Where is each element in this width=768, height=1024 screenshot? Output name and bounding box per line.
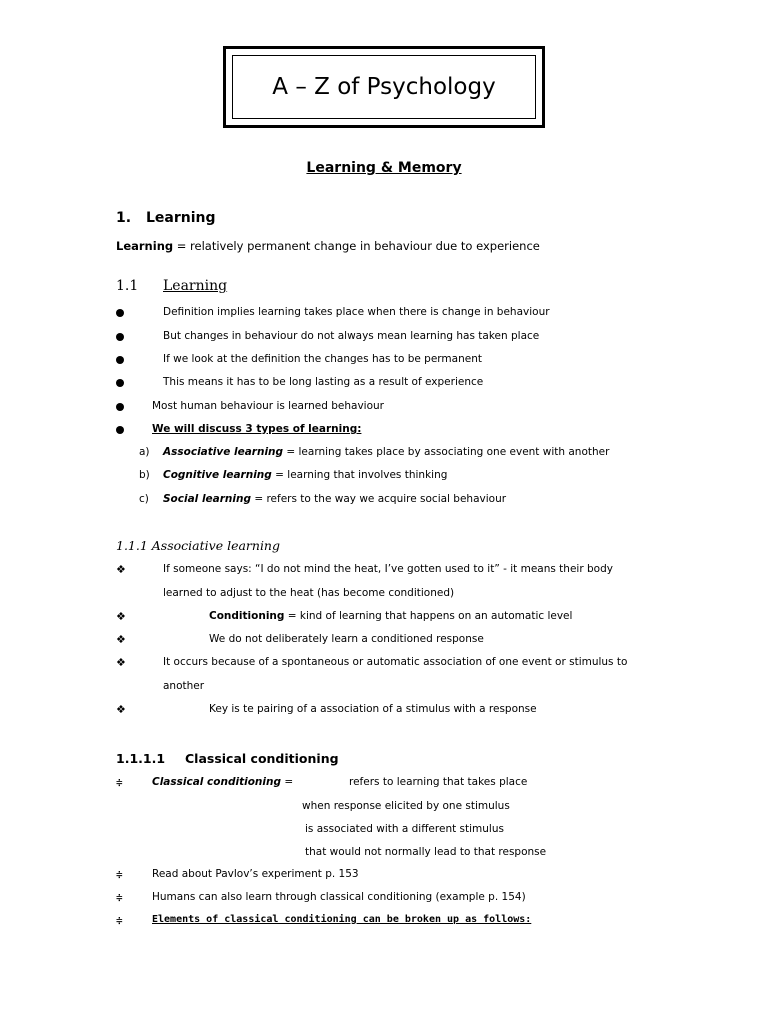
classical-conditioning-term-line <box>152 776 293 788</box>
bullet-icon <box>116 356 124 364</box>
document-title: A – Z of Psychology <box>272 74 496 100</box>
type-letter-a: a) <box>139 446 150 458</box>
bullet-icon <box>116 333 124 341</box>
social-learning-term: Social learning <box>163 493 251 505</box>
list-item-emphasis: Elements of classical conditioning can be broken up as follows: <box>152 914 532 925</box>
type-letter-b: b) <box>139 469 150 481</box>
diamond-bullet-icon: ❖ <box>116 610 126 623</box>
section-1-number: 1. <box>116 210 132 226</box>
cc-definition-line: when response elicited by one stimulus <box>302 800 510 812</box>
list-item: If someone says: “I do not mind the heat, I’ve gotten used to it” - it means their body <box>163 563 613 575</box>
diamond-bullet-icon: ❖ <box>116 563 126 576</box>
type-item-cognitive <box>163 469 447 481</box>
hash-bullet-icon: ≑ <box>116 776 123 789</box>
section-1-1-number: 1.1 <box>116 278 139 294</box>
list-item: But changes in behaviour do not always mean learning has taken place <box>163 330 540 342</box>
associative-learning-text: = learning takes place by associating one event with another <box>283 446 610 458</box>
bullet-icon <box>116 309 124 317</box>
title-box <box>223 46 545 128</box>
learning-definition-text: = relatively permanent change in behaviour due to experience <box>173 239 540 253</box>
list-item: Read about Pavlov’s experiment p. 153 <box>152 868 359 880</box>
list-item-emphasis: We will discuss 3 types of learning: <box>152 423 362 435</box>
list-item-continuation: another <box>163 680 205 692</box>
diamond-bullet-icon: ❖ <box>116 656 126 669</box>
section-1-heading <box>116 210 216 226</box>
diamond-bullet-icon: ❖ <box>116 703 126 716</box>
diamond-bullet-icon: ❖ <box>116 633 126 646</box>
section-1-title: Learning <box>146 210 216 226</box>
conditioning-term: Conditioning <box>209 610 285 622</box>
conditioning-definition <box>209 610 572 622</box>
list-item: Definition implies learning takes place when there is change in behaviour <box>163 306 550 318</box>
list-item: Most human behaviour is learned behaviour <box>152 400 384 412</box>
classical-conditioning-equals: = <box>280 776 294 788</box>
list-item: Humans can also learn through classical conditioning (example p. 154) <box>152 891 526 903</box>
document-subtitle: Learning & Memory <box>306 160 462 176</box>
type-item-associative <box>163 446 609 458</box>
learning-term: Learning <box>116 239 174 253</box>
cc-definition-line: that would not normally lead to that response <box>305 846 547 858</box>
social-learning-text: = refers to the way we acquire social behaviour <box>251 493 507 505</box>
list-item: If we look at the definition the changes has to be permanent <box>163 353 482 365</box>
title-inner-border <box>232 55 536 119</box>
list-item-continuation: learned to adjust to the heat (has become conditioned) <box>163 587 455 599</box>
cc-definition-line: is associated with a different stimulus <box>305 823 504 835</box>
classical-conditioning-term: Classical conditioning <box>152 776 281 788</box>
bullet-icon <box>116 379 124 387</box>
list-item: We do not deliberately learn a conditioned response <box>209 633 484 645</box>
list-item: Key is te pairing of a association of a stimulus with a response <box>209 703 537 715</box>
learning-definition <box>116 239 540 253</box>
type-item-social <box>163 493 506 505</box>
cognitive-learning-term: Cognitive learning <box>163 469 272 481</box>
list-item: This means it has to be long lasting as a result of experience <box>163 376 484 388</box>
associative-learning-term: Associative learning <box>163 446 284 458</box>
bullet-icon <box>116 426 124 434</box>
hash-bullet-icon: ≑ <box>116 914 123 927</box>
section-1-1-1-heading: 1.1.1 Associative learning <box>116 538 280 553</box>
conditioning-text: = kind of learning that happens on an automatic level <box>284 610 573 622</box>
hash-bullet-icon: ≑ <box>116 868 123 881</box>
type-letter-c: c) <box>139 493 149 505</box>
list-item: It occurs because of a spontaneous or automatic association of one event or stimulus to <box>163 656 628 668</box>
section-1-1-title: Learning <box>163 278 228 294</box>
section-1-1-1-1-number: 1.1.1.1 <box>116 751 166 766</box>
section-1-1-1-1-title: Classical conditioning <box>185 751 339 766</box>
bullet-icon <box>116 403 124 411</box>
cognitive-learning-text: = learning that involves thinking <box>271 469 448 481</box>
hash-bullet-icon: ≑ <box>116 891 123 904</box>
cc-definition-line: refers to learning that takes place <box>349 776 528 788</box>
